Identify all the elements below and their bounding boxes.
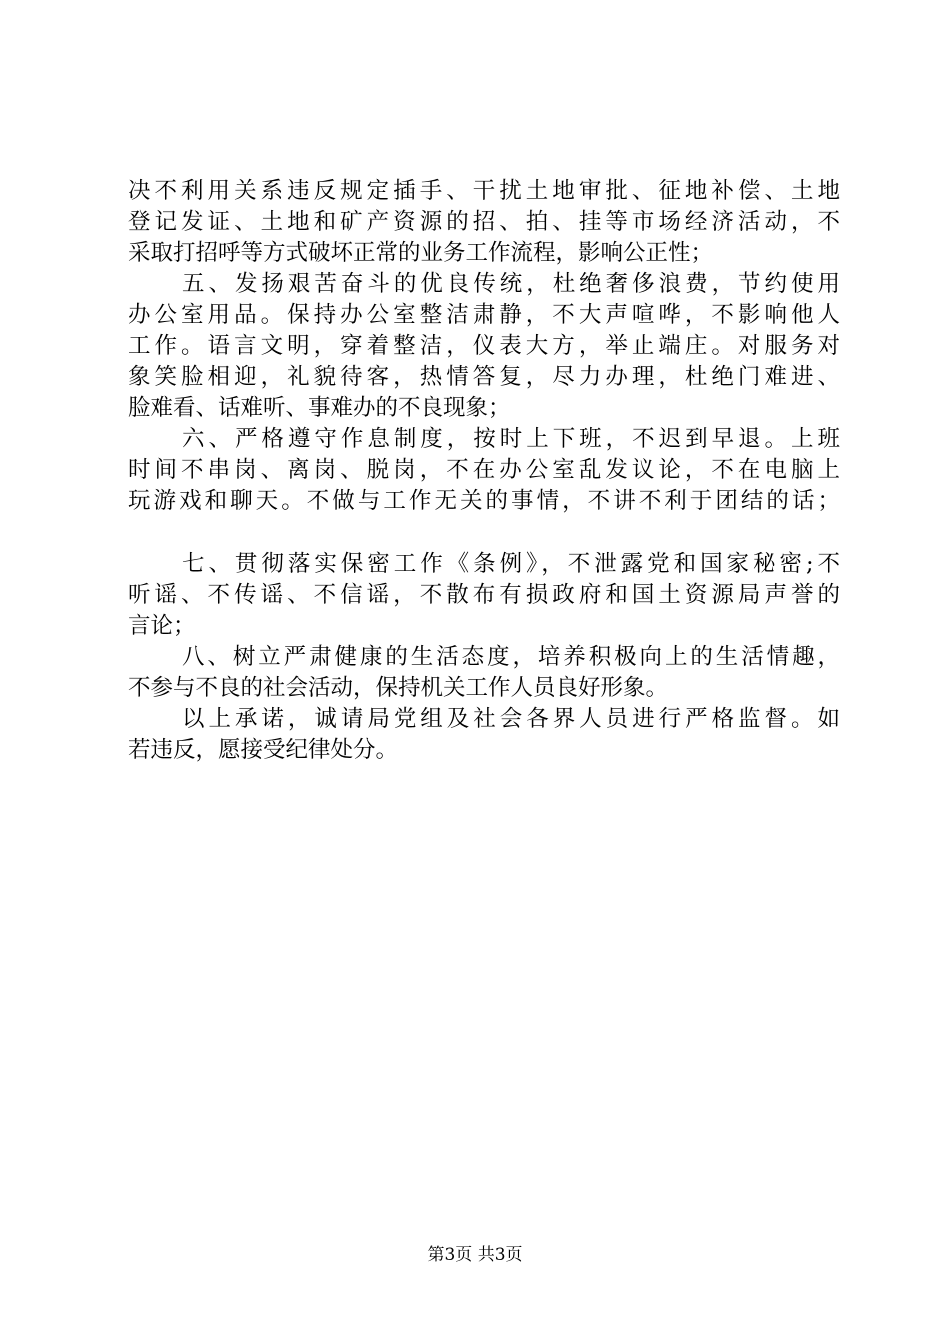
text-line: 象笑脸相迎，礼貌待客，热情答复，尽力办理，杜绝门难进、 — [128, 364, 840, 390]
text-line: 听谣、不传谣、不信谣，不散布有损政府和国土资源局声誉的 — [128, 582, 840, 608]
text-line: 采取打招呼等方式破坏正常的业务工作流程，影响公正性； — [128, 240, 714, 266]
text-line: 玩游戏和聊天。不做与工作无关的事情，不讲不利于团结的话； — [128, 488, 840, 514]
page-number-label: 第3页 共3页 — [427, 1245, 523, 1265]
paragraph-eight-line: 八、树立严肃健康的生活态度，培养积极向上的生活情趣， — [182, 644, 840, 670]
text-line: 脸难看、话难听、事难办的不良现象； — [128, 395, 511, 421]
text-line: 决不利用关系违反规定插手、干扰土地审批、征地补偿、土地 — [128, 178, 840, 204]
text-line: 言论； — [128, 613, 196, 639]
text-line: 若违反，愿接受纪律处分。 — [128, 737, 399, 763]
text-line: 办公室用品。保持办公室整洁肃静，不大声喧哗，不影响他人 — [128, 302, 840, 328]
paragraph-five-line: 五、发扬艰苦奋斗的优良传统，杜绝奢侈浪费，节约使用 — [182, 271, 840, 297]
text-line: 不参与不良的社会活动，保持机关工作人员良好形象。 — [128, 675, 669, 701]
text-line: 登记发证、土地和矿产资源的招、拍、挂等市场经济活动，不 — [128, 209, 840, 235]
paragraph-six-line: 六、严格遵守作息制度，按时上下班，不迟到早退。上班 — [182, 426, 840, 452]
document-body — [128, 176, 840, 766]
page-footer — [0, 1244, 950, 1266]
text-line: 工作。语言文明，穿着整洁，仪表大方，举止端庄。对服务对 — [128, 333, 840, 359]
paragraph-gap — [128, 517, 840, 549]
paragraph-seven-line: 七、贯彻落实保密工作《条例》，不泄露党和国家秘密;不 — [182, 551, 840, 577]
closing-line: 以上承诺，诚请局党组及社会各界人员进行严格监督。如 — [182, 706, 840, 732]
text-line: 时间不串岗、离岗、脱岗，不在办公室乱发议论，不在电脑上 — [128, 457, 840, 483]
